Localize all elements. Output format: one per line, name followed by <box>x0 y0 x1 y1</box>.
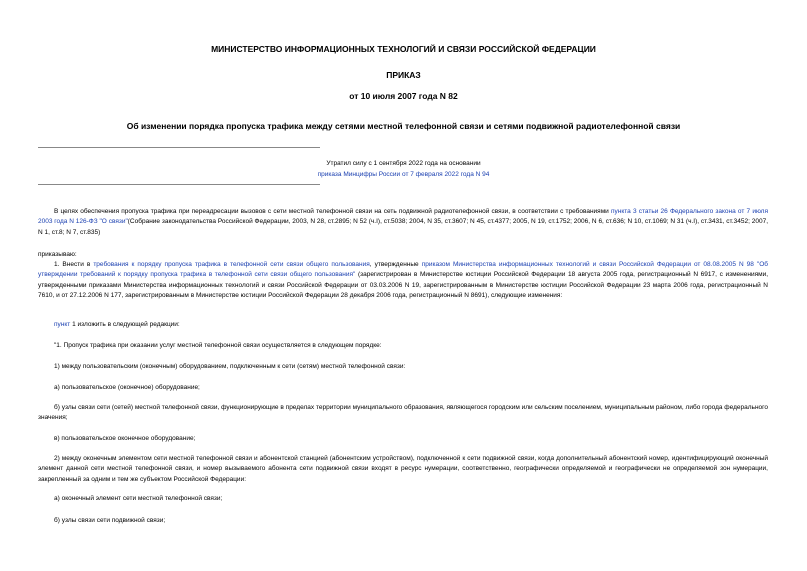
divider-top <box>38 147 320 148</box>
divider-bottom <box>38 184 320 185</box>
paragraph-1 <box>38 260 768 301</box>
paragraph-sub-2b: б) узлы связи сети подвижной связи; <box>54 517 166 524</box>
paragraph-sub-1: 1) между пользовательским (оконечным) оборудованием, подключенным к сети (сетям) местной телефонной связи: <box>54 363 406 370</box>
paragraph-sub-1c: в) пользовательское оконечное оборудование; <box>54 435 196 442</box>
paragraph-sub-1a: а) пользовательское (оконечное) оборудование; <box>54 384 200 391</box>
paragraph-sub-2: 2) между оконечным элементом сети местной телефонной связи и абонентской станцией (абонентским устройством), подключенной к сети подвижной связи, когда дополнительный абонентский номер, идентифицирующий оконечный элемент данной сети местной телефонной связи, и номер вызываемого абонента сети подвижной связи входят в ресурс нумерации, соответственно, географически определяемой и географически не определяемой зон нумерации, закрепленный за одним и тем же субъектом Российской Федерации: <box>38 455 768 483</box>
item-edit-text: 1 изложить в следующей редакции: <box>70 321 180 328</box>
doc-date: от 10 июля 2007 года N 82 <box>349 91 458 101</box>
para1-text-a: 1. Внести в <box>54 261 94 268</box>
doc-subject: Об изменении порядка пропуска трафика между сетями местной телефонной связи и сетями подвижной радиотелефонной связи <box>126 121 681 131</box>
repeal-note-link-row <box>0 170 807 180</box>
order-98-link[interactable]: приказом Министерства информационных технологий и связи Российской Федерации от 08.08.2005 N 98 "Об утверждении требований к порядку пропуска трафика в телефонной сети связи общего пользования" <box>38 261 768 279</box>
item-link[interactable]: пункт <box>54 321 71 328</box>
repeal-note: Утратил силу с 1 сентября 2022 года на основании <box>326 160 481 167</box>
para1-text-b: , утвержденные <box>369 261 422 268</box>
paragraph-preamble <box>38 207 768 238</box>
paragraph-quote-1: "1. Пропуск трафика при оказании услуг местной телефонной связи осуществляется в следующем порядке: <box>54 342 382 349</box>
ministry-title: МИНИСТЕРСТВО ИНФОРМАЦИОННЫХ ТЕХНОЛОГИЙ И СВЯЗИ РОССИЙСКОЙ ФЕДЕРАЦИИ <box>211 44 596 54</box>
doc-type-title: ПРИКАЗ <box>386 70 421 80</box>
law-article-link[interactable]: пункта 3 статьи 26 Федерального закона от 7 июля 2003 года N 126-ФЗ "О связи" <box>38 208 768 226</box>
paragraph-sub-2a: а) оконечный элемент сети местной телефонной связи; <box>54 495 223 502</box>
preamble-text-b: (Собрание законодательства Российской Федерации, 2003, N 28, ст.2895; N 52 (ч.I), ст.5038; 2004, N 35, ст.3607; N 45, ст.4377; 2005, N 19, ст.1752; 2006, N 6, ст.636; N 10, ст.1069; N 31 (ч.I), ст.3431, ст.3452; 2007, N 1, ст.8; N 7, ст.835) <box>38 218 768 236</box>
paragraph-sub-1b: б) узлы связи сети (сетей) местной телефонной связи, функционирующие в пределах территории муниципального образования, являющегося городским или сельским поселением, муниципальным районом, либо города федерального значения; <box>38 404 768 422</box>
repeal-order-link[interactable]: приказа Минцифры России от 7 февраля 2022 года N 94 <box>317 171 490 178</box>
paragraph-order-word: приказываю: <box>38 251 77 258</box>
preamble-text-a: В целях обеспечения пропуска трафика при переадресации вызовов с сети местной телефонной связи на сеть подвижной радиотелефонной связи, в соответствии с требованиями <box>54 208 611 215</box>
para1-text-c: (зарегистрирован в Министерстве юстиции Российской Федерации 18 августа 2005 года, регистрационный N 6917, с изменениями, утвержденными приказами Министерства информационных технологий и связи Российской Федерации от 03.03.2006 N 19, зарегистрированным в Министерстве юстиции Российской Федерации 23 марта 2006 года, регистрационный N 7610, и от 27.12.2006 N 177, зарегистрированным в Министерстве юстиции Российской Федерации 28 декабря 2006 года, регистрационный N 8691), следующие изменения: <box>38 271 769 299</box>
requirements-link[interactable]: требования к порядку пропуска трафика в телефонной сети связи общего пользования <box>93 261 370 268</box>
paragraph-item-edit <box>38 320 768 330</box>
